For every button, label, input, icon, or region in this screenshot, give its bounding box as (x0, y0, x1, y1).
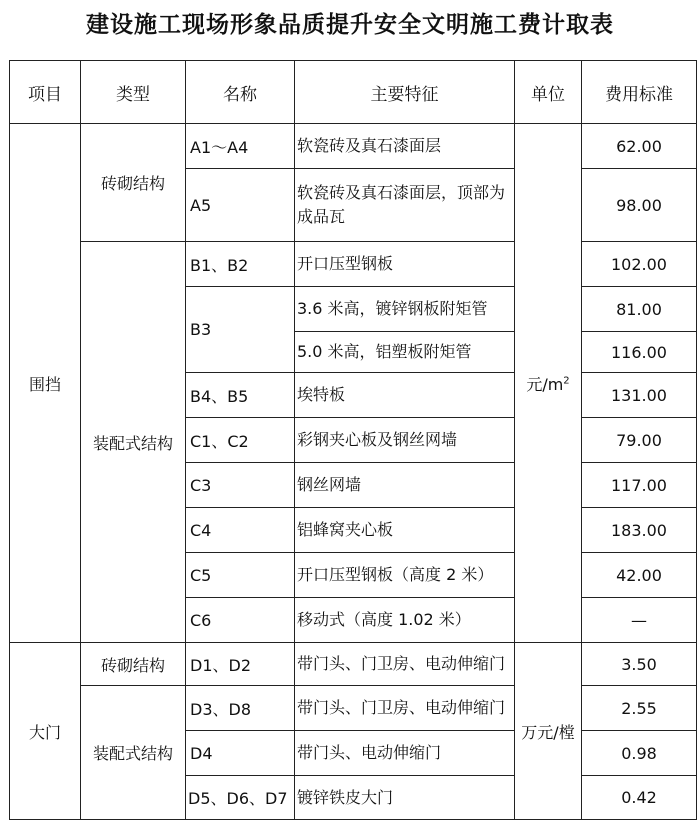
project-cell: 围挡 (10, 124, 81, 643)
feature-cell: 软瓷砖及真石漆面层，顶部为成品瓦 (295, 169, 515, 242)
fee-cell: 117.00 (582, 463, 697, 508)
feature-cell: 5.0 米高，铝塑板附矩管 (295, 332, 515, 373)
fee-cell: 0.42 (582, 776, 697, 820)
table-row (10, 124, 697, 169)
fee-cell: 42.00 (582, 553, 697, 598)
header-cell: 单位 (515, 61, 582, 124)
name-cell: D1、D2 (186, 643, 295, 686)
header-cell: 名称 (186, 61, 295, 124)
table-row (10, 686, 697, 731)
unit-cell (515, 124, 582, 643)
fee-cell: 81.00 (582, 287, 697, 332)
header-cell: 费用标准 (582, 61, 697, 124)
type-cell: 装配式结构 (81, 686, 186, 820)
unit-superscript: 2 (563, 375, 570, 387)
page-title: 建设施工现场形象品质提升安全文明施工费计取表 (86, 12, 614, 38)
table-row (10, 643, 697, 686)
header-row (10, 61, 697, 124)
header-cell: 主要特征 (295, 61, 515, 124)
feature-cell: 开口压型钢板（高度 2 米） (295, 553, 515, 598)
header-cell: 类型 (81, 61, 186, 124)
feature-cell: 带门头、电动伸缩门 (295, 731, 515, 776)
type-cell: 砖砌结构 (81, 124, 186, 242)
feature-cell: 埃特板 (295, 373, 515, 418)
fee-cell: 183.00 (582, 508, 697, 553)
fee-cell: 98.00 (582, 169, 697, 242)
name-cell: C5 (186, 553, 295, 598)
fee-table (9, 60, 697, 820)
name-cell: B4、B5 (186, 373, 295, 418)
feature-cell: 开口压型钢板 (295, 242, 515, 287)
name-cell: C4 (186, 508, 295, 553)
project-cell: 大门 (10, 643, 81, 820)
fee-cell: — (582, 598, 697, 643)
name-cell: A1～A4 (186, 124, 295, 169)
name-cell: C1、C2 (186, 418, 295, 463)
name-cell: B1、B2 (186, 242, 295, 287)
type-cell: 砖砌结构 (81, 643, 186, 686)
fee-cell: 0.98 (582, 731, 697, 776)
name-cell: A5 (186, 169, 295, 242)
fee-cell: 131.00 (582, 373, 697, 418)
fee-cell: 79.00 (582, 418, 697, 463)
feature-cell: 软瓷砖及真石漆面层 (295, 124, 515, 169)
feature-cell: 移动式（高度 1.02 米） (295, 598, 515, 643)
feature-cell: 铝蜂窝夹心板 (295, 508, 515, 553)
name-cell: D4 (186, 731, 295, 776)
unit-text: 元/m (526, 374, 564, 394)
name-cell: B3 (186, 287, 295, 373)
name-cell: D3、D8 (186, 686, 295, 731)
fee-cell: 3.50 (582, 643, 697, 686)
name-cell: C3 (186, 463, 295, 508)
fee-cell: 62.00 (582, 124, 697, 169)
feature-cell: 3.6 米高，镀锌钢板附矩管 (295, 287, 515, 332)
type-cell: 装配式结构 (81, 242, 186, 643)
fee-cell: 2.55 (582, 686, 697, 731)
unit-cell: 万元/樘 (515, 643, 582, 820)
fee-cell: 116.00 (582, 332, 697, 373)
name-cell: C6 (186, 598, 295, 643)
feature-cell: 带门头、门卫房、电动伸缩门 (295, 686, 515, 731)
feature-cell: 镀锌铁皮大门 (295, 776, 515, 820)
fee-cell: 102.00 (582, 242, 697, 287)
feature-cell: 带门头、门卫房、电动伸缩门 (295, 643, 515, 686)
feature-cell: 钢丝网墙 (295, 463, 515, 508)
header-cell: 项目 (10, 61, 81, 124)
table-row (10, 242, 697, 287)
name-cell: D5、D6、D7 (186, 776, 295, 820)
feature-cell: 彩钢夹心板及钢丝网墙 (295, 418, 515, 463)
